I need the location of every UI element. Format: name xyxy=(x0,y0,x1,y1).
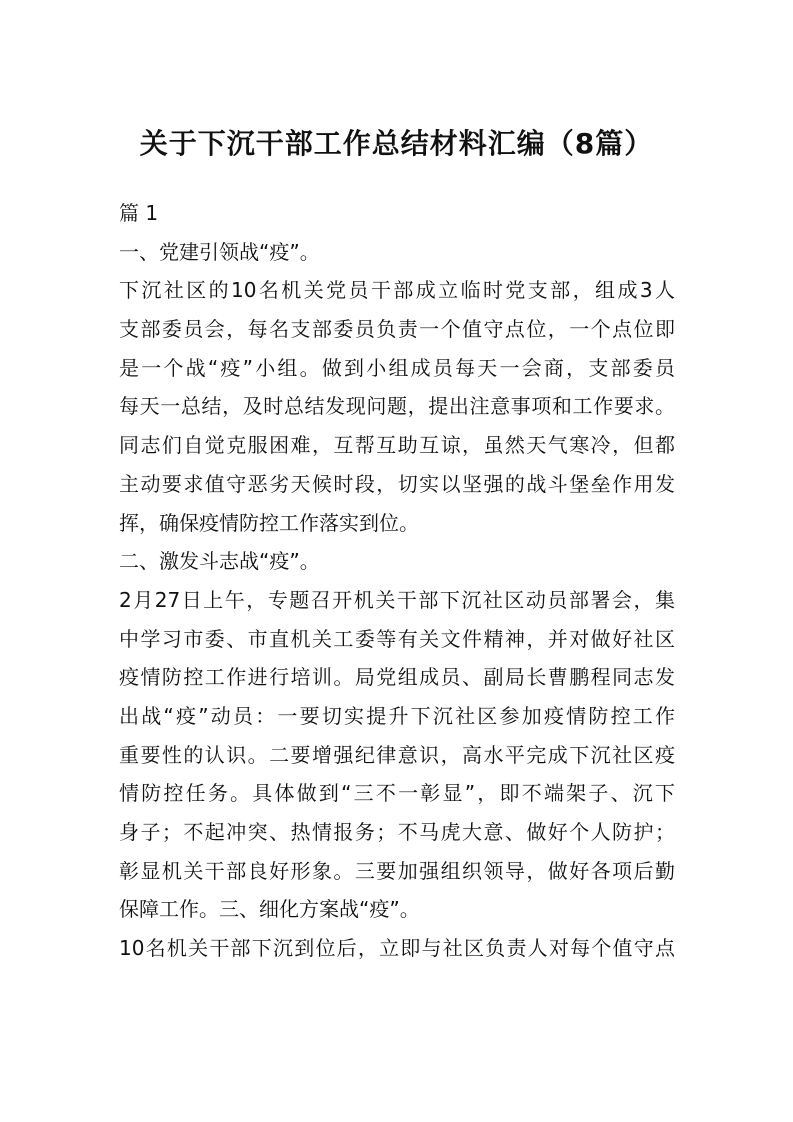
text-line: 彰显机关干部良好形象。三要加强组织领导，做好各项后勤 xyxy=(119,858,675,883)
text-line: 一、党建引领战“疫”。 xyxy=(119,239,320,264)
text-line: 是一个战“疫”小组。做到小组成员每天一会商，支部委员 xyxy=(119,355,675,380)
text-line: 主动要求值守恶劣天候时段，切实以坚强的战斗堡垒作用发 xyxy=(119,471,675,496)
document-title: 关于下沉干部工作总结材料汇编（8篇） xyxy=(139,127,654,160)
text-line: 保障工作。三、细化方案战“疫”。 xyxy=(119,897,420,922)
text-line: 下沉社区的10名机关党员干部成立临时党支部，组成3人 xyxy=(119,278,675,303)
text-line: 重要性的认识。二要增强纪律意识，高水平完成下沉社区疫 xyxy=(119,742,675,767)
text-line: 10名机关干部下沉到位后，立即与社区负责人对每个值守点 xyxy=(119,936,675,961)
text-line: 中学习市委、市直机关工委等有关文件精神，并对做好社区 xyxy=(119,626,675,651)
text-line: 出战“疫”动员：一要切实提升下沉社区参加疫情防控工作 xyxy=(119,703,675,728)
text-line: 支部委员会，每名支部委员负责一个值守点位，一个点位即 xyxy=(119,317,675,342)
document-body xyxy=(119,194,675,968)
text-line: 挥，确保疫情防控工作落实到位。 xyxy=(119,510,419,535)
text-line: 篇 1 xyxy=(119,201,159,225)
text-line: 情防控任务。具体做到“三不一彰显”，即不端架子、沉下 xyxy=(119,781,675,806)
text-line: 每天一总结，及时总结发现问题，提出注意事项和工作要求。 xyxy=(119,394,675,419)
text-line: 2月27日上午，专题召开机关干部下沉社区动员部署会，集 xyxy=(119,587,675,612)
text-line: 同志们自觉克服困难，互帮互助互谅，虽然天气寒冷，但都 xyxy=(119,433,675,458)
text-line: 二、激发斗志战“疫”。 xyxy=(119,549,320,574)
text-line: 身子；不起冲突、热情报务；不马虎大意、做好个人防护； xyxy=(119,820,675,844)
text-line: 疫情防控工作进行培训。局党组成员、副局长曹鹏程同志发 xyxy=(119,665,675,690)
